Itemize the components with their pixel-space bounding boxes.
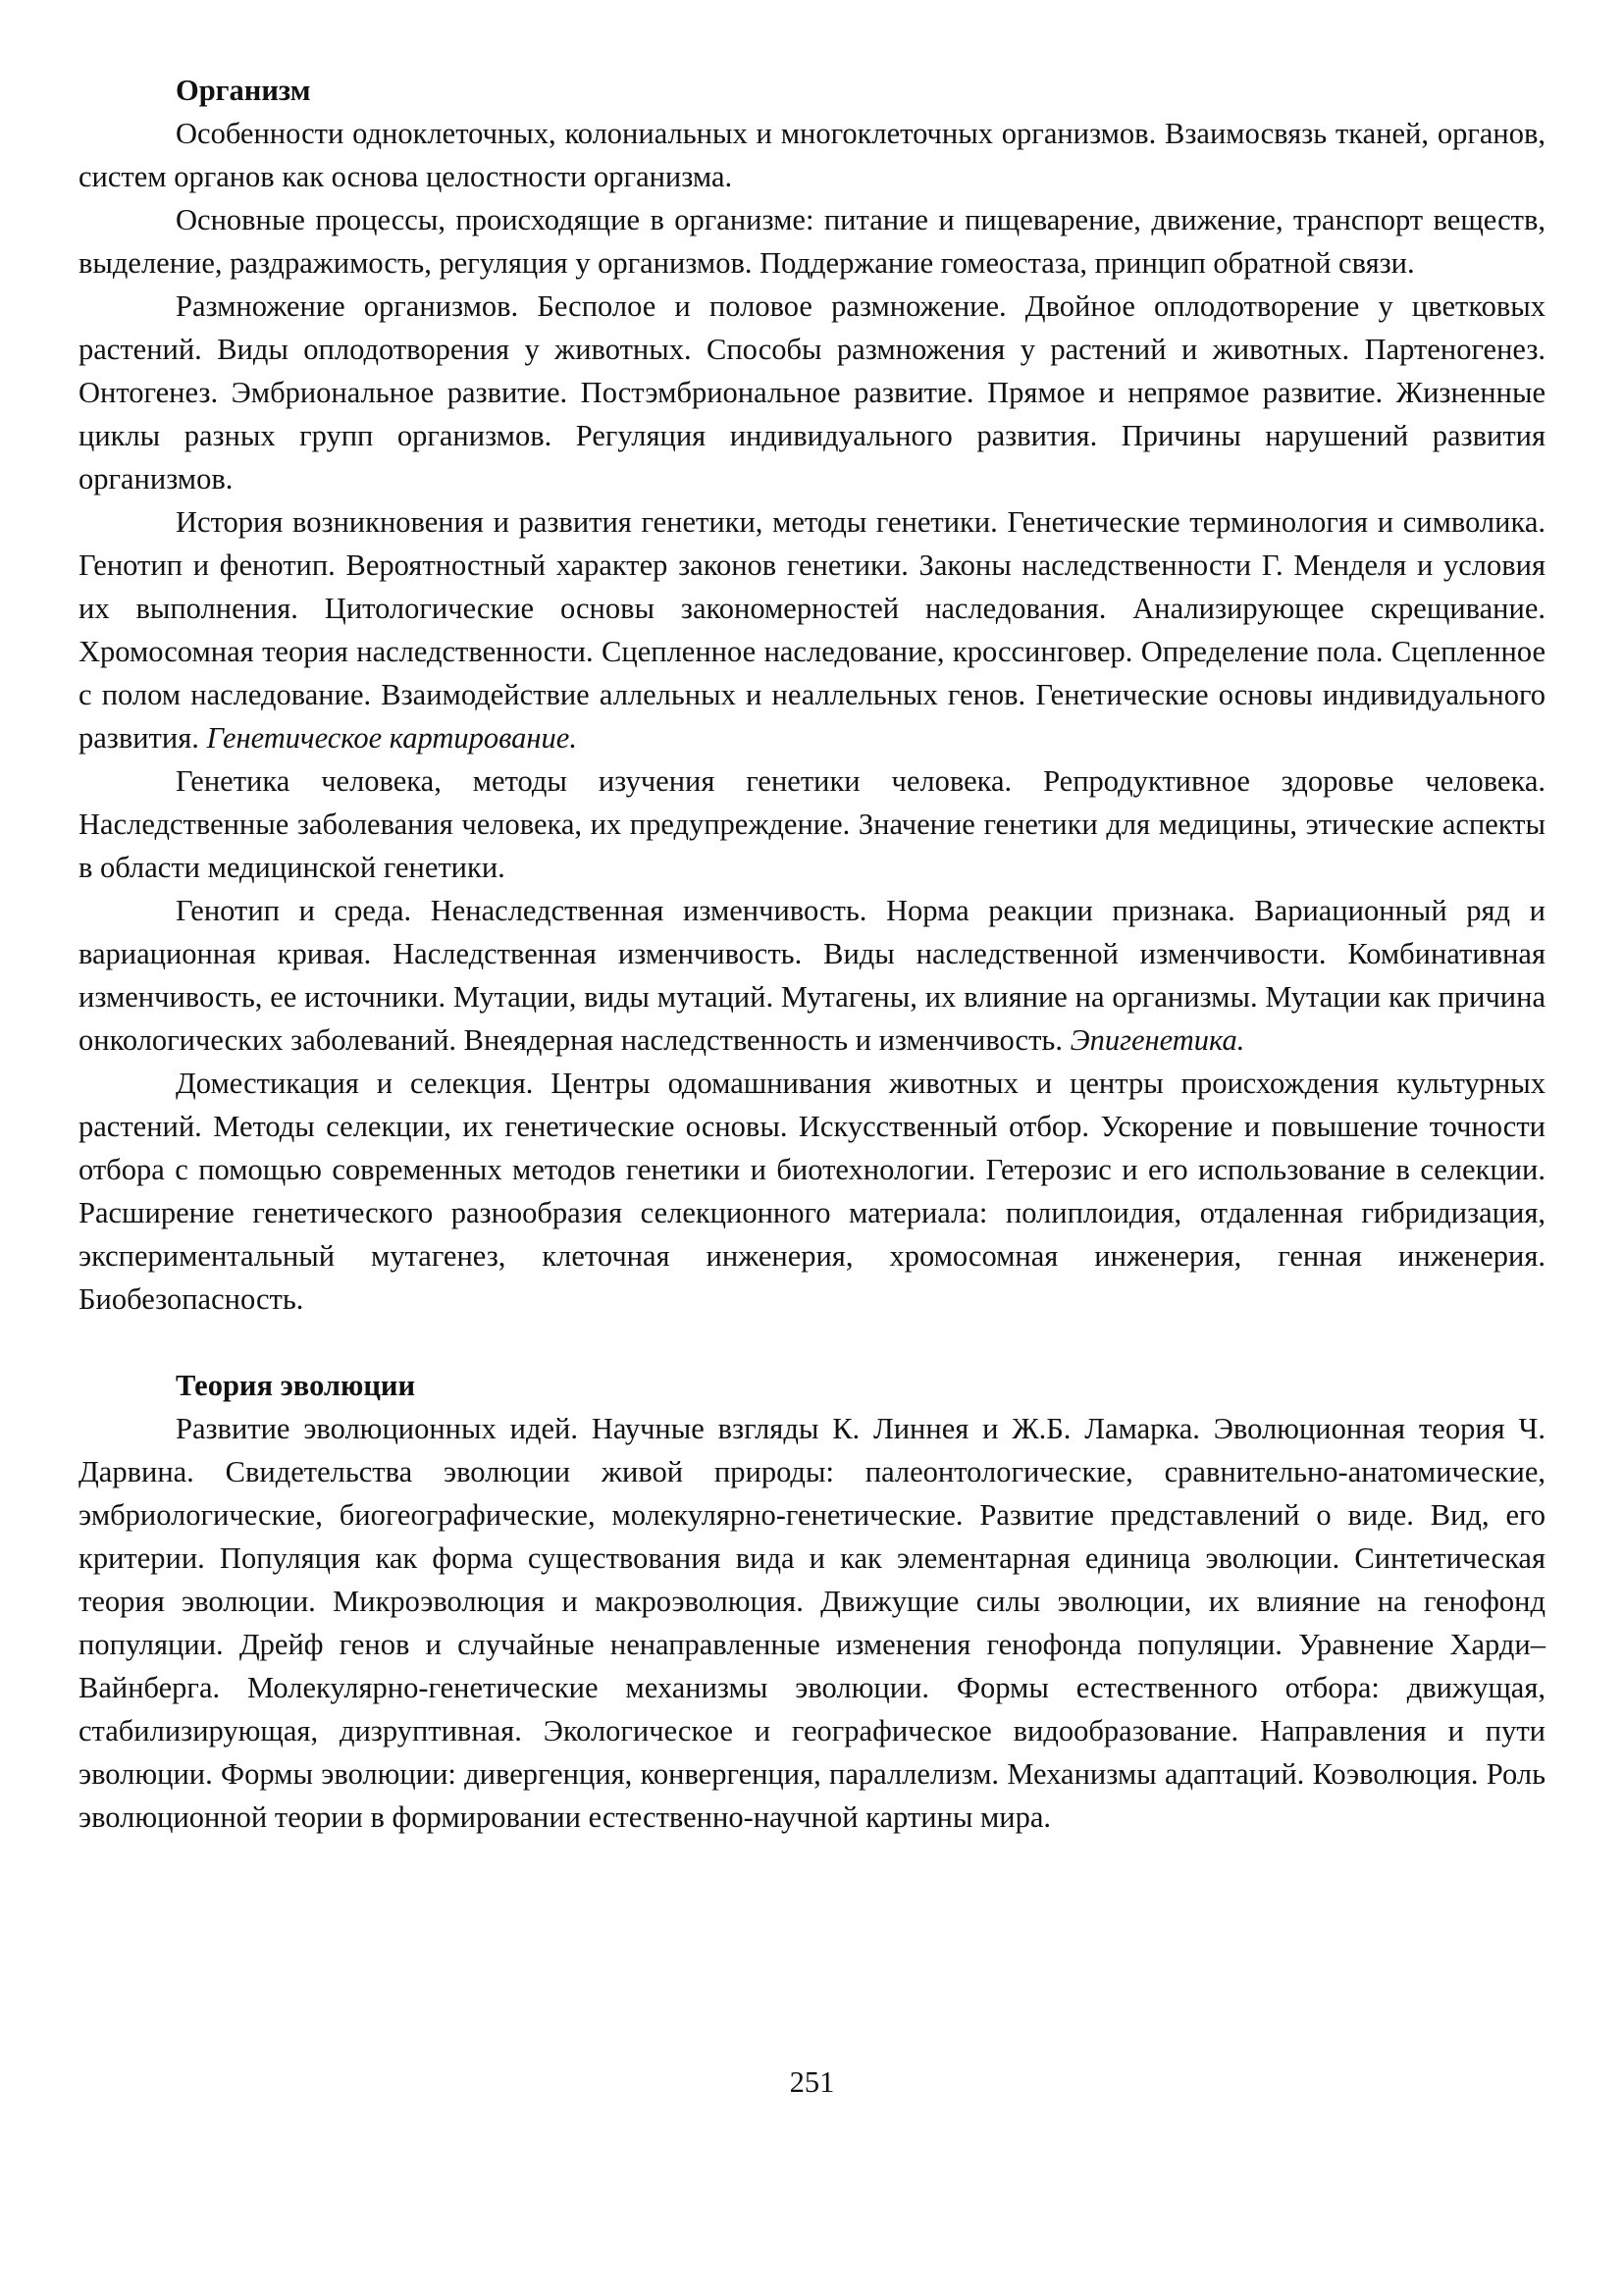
section-title: Организм <box>176 74 311 107</box>
section-organism <box>79 69 1545 1321</box>
section-evolution-theory <box>79 1364 1545 1839</box>
paragraph-italic-text: Эпигенетика. <box>1070 1023 1245 1057</box>
paragraph: Развитие эволюционных идей. Научные взгляды К. Линнея и Ж.Б. Ламарка. Эволюционная теория Ч. Дарвина. Свидетельства эволюции живой природы: палеонтологические, сравнительно-анатомические, эмбриологические, биогеографические, молекулярно-генетические. Развитие представлений о виде. Вид, его критерии. Популяция как форма существования вида и как элементарная единица эволюции. Синтетическая теория эволюции. Микроэволюция и макроэволюция. Движущие силы эволюции, их влияние на генофонд популяции. Дрейф генов и случайные ненаправленные изменения генофонда популяции. Уравнение Харди–Вайнберга. Молекулярно-генетические механизмы эволюции. Формы естественного отбора: движущая, стабилизирующая, дизруптивная. Экологическое и географическое видообразование. Направления и пути эволюции. Формы эволюции: дивергенция, конвергенция, параллелизм. Механизмы адаптаций. Коэволюция. Роль эволюционной теории в формировании естественно-научной картины мира. <box>79 1412 1545 1834</box>
page-number: 251 <box>789 2065 835 2099</box>
paragraph <box>79 889 1545 1062</box>
paragraph: Генетика человека, методы изучения генетики человека. Репродуктивное здоровье человека. Наследственные заболевания человека, их предупреждение. Значение генетики для медицины, этические аспекты в области медицинской генетики. <box>79 764 1545 884</box>
section-spacer <box>79 1321 1545 1364</box>
paragraph-italic-text: Генетическое картирование. <box>206 721 577 755</box>
paragraph: Особенности одноклеточных, колониальных и многоклеточных организмов. Взаимосвязь тканей, органов, систем органов как основа целостности организма. <box>79 117 1545 193</box>
paragraph: Размножение организмов. Бесполое и половое размножение. Двойное оплодотворение у цветковых растений. Виды оплодотворения у животных. Способы размножения у растений и животных. Партеногенез. Онтогенез. Эмбриональное развитие. Постэмбриональное развитие. Прямое и непрямое развитие. Жизненные циклы разных групп организмов. Регуляция индивидуального развития. Причины нарушений развития организмов. <box>79 289 1545 496</box>
section-title: Теория эволюции <box>176 1369 416 1402</box>
paragraph-text: История возникновения и развития генетики, методы генетики. Генетические терминология и символика. Генотип и фенотип. Вероятностный характер законов генетики. Законы наследственности Г. Менделя и условия их выполнения. Цитологические основы закономерностей наследования. Анализирующее скрещивание. Хромосомная теория наследственности. Сцепленное наследование, кроссинговер. Определение пола. Сцепленное с полом наследование. Взаимодействие аллельных и неаллельных генов. Генетические основы индивидуального развития. <box>79 505 1545 755</box>
document-page <box>79 69 1545 1839</box>
paragraph <box>79 500 1545 759</box>
paragraph: Основные процессы, происходящие в организме: питание и пищеварение, движение, транспорт веществ, выделение, раздражимость, регуляция у организмов. Поддержание гомеостаза, принцип обратной связи. <box>79 203 1545 280</box>
paragraph: Доместикация и селекция. Центры одомашнивания животных и центры происхождения культурных растений. Методы селекции, их генетические основы. Искусственный отбор. Ускорение и повышение точности отбора с помощью современных методов генетики и биотехнологии. Гетерозис и его использование в селекции. Расширение генетического разнообразия селекционного материала: полиплоидия, отдаленная гибридизация, экспериментальный мутагенез, клеточная инженерия, хромосомная инженерия, генная инженерия. Биобезопасность. <box>79 1067 1545 1316</box>
paragraph-text: Генотип и среда. Ненаследственная изменчивость. Норма реакции признака. Вариационный ряд и вариационная кривая. Наследственная изменчивость. Виды наследственной изменчивости. Комбинативная изменчивость, ее источники. Мутации, виды мутаций. Мутагены, их влияние на организмы. Мутации как причина онкологических заболеваний. Внеядерная наследственность и изменчивость. <box>79 894 1545 1057</box>
